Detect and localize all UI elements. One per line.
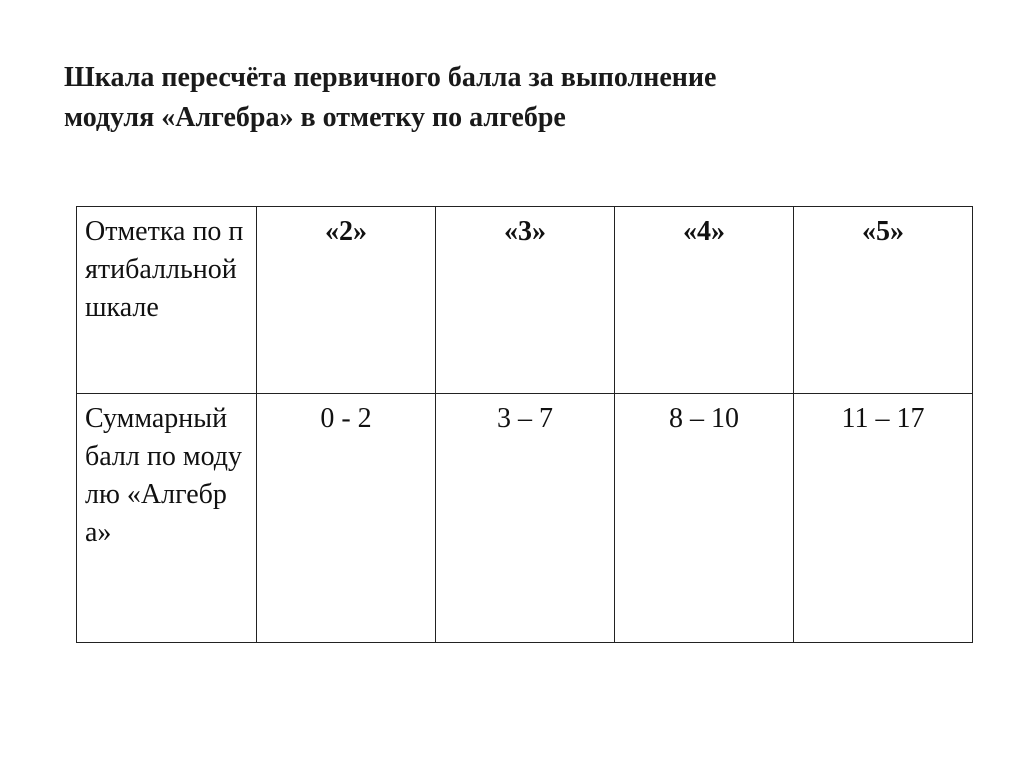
grade-cell-5: «5» <box>794 207 973 394</box>
title-line-1: Шкала пересчёта первичного балла за выполнение <box>64 62 717 93</box>
row-header-score: Суммарный балл по модулю «Алгебра» <box>77 394 257 643</box>
row-header-grade: Отметка по пятибалльной шкале <box>77 207 257 394</box>
title-line-2: модуля «Алгебра» в отметку по алгебре <box>64 102 566 133</box>
score-range-cell-2: 0 - 2 <box>257 394 436 643</box>
table-row-score <box>77 394 973 643</box>
table-row-grade <box>77 207 973 394</box>
conversion-table <box>76 206 973 643</box>
grade-cell-3: «3» <box>436 207 615 394</box>
grade-cell-4: «4» <box>615 207 794 394</box>
score-range-cell-5: 11 – 17 <box>794 394 973 643</box>
grade-cell-2: «2» <box>257 207 436 394</box>
score-range-cell-3: 3 – 7 <box>436 394 615 643</box>
slide-title <box>64 58 964 138</box>
score-range-cell-4: 8 – 10 <box>615 394 794 643</box>
